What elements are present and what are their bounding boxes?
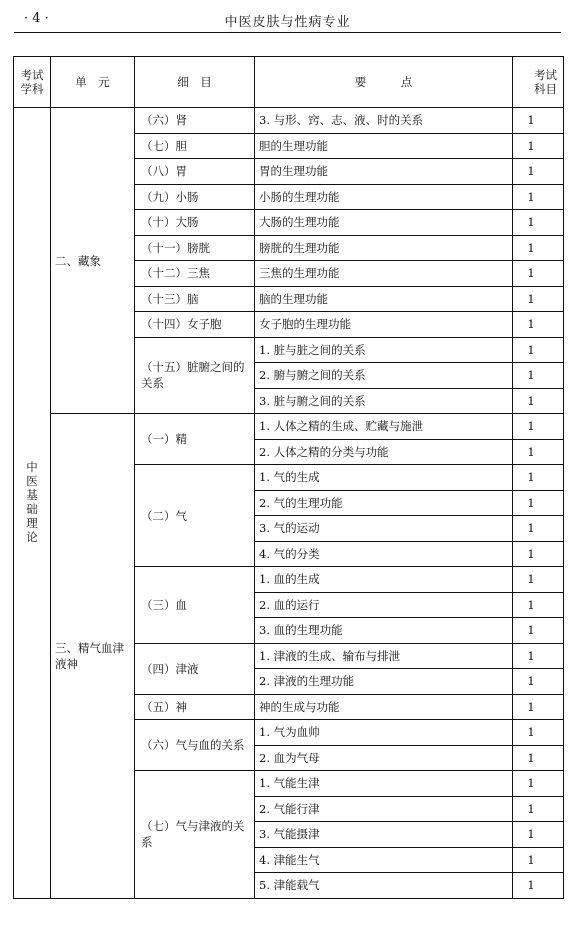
point-cell: 5. 津能载气: [255, 873, 513, 899]
level-cell: 1: [513, 720, 564, 746]
detail-cell: （十五）脏腑之间的关系: [135, 337, 255, 414]
detail-cell: （九）小肠: [135, 184, 255, 210]
detail-cell: （十四）女子胞: [135, 312, 255, 338]
level-cell: 1: [513, 771, 564, 797]
level-cell: 1: [513, 363, 564, 389]
point-cell: 三焦的生理功能: [255, 261, 513, 287]
point-cell: 4. 气的分类: [255, 541, 513, 567]
point-cell: 3. 血的生理功能: [255, 618, 513, 644]
col-header-level: 考试科目: [513, 57, 564, 108]
point-cell: 1. 脏与脏之间的关系: [255, 337, 513, 363]
point-cell: 3. 气能摄津: [255, 822, 513, 848]
level-cell: 1: [513, 261, 564, 287]
detail-cell: （五）神: [135, 694, 255, 720]
level-cell: 1: [513, 592, 564, 618]
detail-cell: （八）胃: [135, 159, 255, 185]
table-row: [14, 414, 564, 440]
detail-cell: （十三）脑: [135, 286, 255, 312]
detail-cell: （十一）膀胱: [135, 235, 255, 261]
level-cell: 1: [513, 516, 564, 542]
level-cell: 1: [513, 490, 564, 516]
unit-cell: 三、精气血津液神: [51, 414, 135, 899]
point-cell: 1. 津液的生成、输布与排泄: [255, 643, 513, 669]
syllabus-table: [13, 56, 564, 899]
point-cell: 小肠的生理功能: [255, 184, 513, 210]
point-cell: 2. 人体之精的分类与功能: [255, 439, 513, 465]
point-cell: 4. 津能生气: [255, 847, 513, 873]
level-cell: 1: [513, 210, 564, 236]
detail-cell: （七）气与津液的关系: [135, 771, 255, 899]
detail-cell: （四）津液: [135, 643, 255, 694]
detail-cell: （七）胆: [135, 133, 255, 159]
point-cell: 女子胞的生理功能: [255, 312, 513, 338]
level-cell: 1: [513, 235, 564, 261]
level-cell: 1: [513, 847, 564, 873]
level-cell: 1: [513, 643, 564, 669]
detail-cell: （一）精: [135, 414, 255, 465]
col-header-points: 要 点: [255, 57, 513, 108]
level-cell: 1: [513, 541, 564, 567]
point-cell: 大肠的生理功能: [255, 210, 513, 236]
level-cell: 1: [513, 414, 564, 440]
point-cell: 1. 气能生津: [255, 771, 513, 797]
point-cell: 胆的生理功能: [255, 133, 513, 159]
point-cell: 神的生成与功能: [255, 694, 513, 720]
point-cell: 脑的生理功能: [255, 286, 513, 312]
point-cell: 2. 气的生理功能: [255, 490, 513, 516]
page-number: · 4 ·: [24, 11, 49, 26]
point-cell: 1. 人体之精的生成、贮藏与施泄: [255, 414, 513, 440]
point-cell: 2. 津液的生理功能: [255, 669, 513, 695]
point-cell: 1. 气为血帅: [255, 720, 513, 746]
point-cell: 3. 与形、窍、志、液、时的关系: [255, 108, 513, 134]
level-cell: 1: [513, 108, 564, 134]
level-cell: 1: [513, 159, 564, 185]
level-cell: 1: [513, 465, 564, 491]
level-cell: 1: [513, 796, 564, 822]
level-cell: 1: [513, 388, 564, 414]
detail-cell: （二）气: [135, 465, 255, 567]
level-cell: 1: [513, 337, 564, 363]
point-cell: 2. 腑与腑之间的关系: [255, 363, 513, 389]
table-header-row: [14, 57, 564, 108]
level-cell: 1: [513, 286, 564, 312]
level-cell: 1: [513, 745, 564, 771]
point-cell: 膀胱的生理功能: [255, 235, 513, 261]
book-title: 中医皮肤与性病专业: [224, 15, 351, 30]
level-cell: 1: [513, 184, 564, 210]
level-cell: 1: [513, 873, 564, 899]
table-row: [14, 108, 564, 134]
subject-cell: 中医基础理论: [14, 108, 51, 899]
page-header: [14, 8, 561, 33]
col-header-subject: 考试学科: [14, 57, 51, 108]
point-cell: 1. 气的生成: [255, 465, 513, 491]
detail-cell: （六）肾: [135, 108, 255, 134]
point-cell: 3. 脏与腑之间的关系: [255, 388, 513, 414]
point-cell: 2. 气能行津: [255, 796, 513, 822]
level-cell: 1: [513, 567, 564, 593]
point-cell: 3. 气的运动: [255, 516, 513, 542]
level-cell: 1: [513, 439, 564, 465]
point-cell: 2. 血为气母: [255, 745, 513, 771]
detail-cell: （十二）三焦: [135, 261, 255, 287]
point-cell: 胃的生理功能: [255, 159, 513, 185]
level-cell: 1: [513, 133, 564, 159]
col-header-detail: 细 目: [135, 57, 255, 108]
detail-cell: （三）血: [135, 567, 255, 644]
detail-cell: （十）大肠: [135, 210, 255, 236]
detail-cell: （六）气与血的关系: [135, 720, 255, 771]
level-cell: 1: [513, 822, 564, 848]
level-cell: 1: [513, 694, 564, 720]
point-cell: 1. 血的生成: [255, 567, 513, 593]
level-cell: 1: [513, 312, 564, 338]
level-cell: 1: [513, 618, 564, 644]
point-cell: 2. 血的运行: [255, 592, 513, 618]
col-header-unit: 单 元: [51, 57, 135, 108]
unit-cell: 二、藏象: [51, 108, 135, 414]
level-cell: 1: [513, 669, 564, 695]
